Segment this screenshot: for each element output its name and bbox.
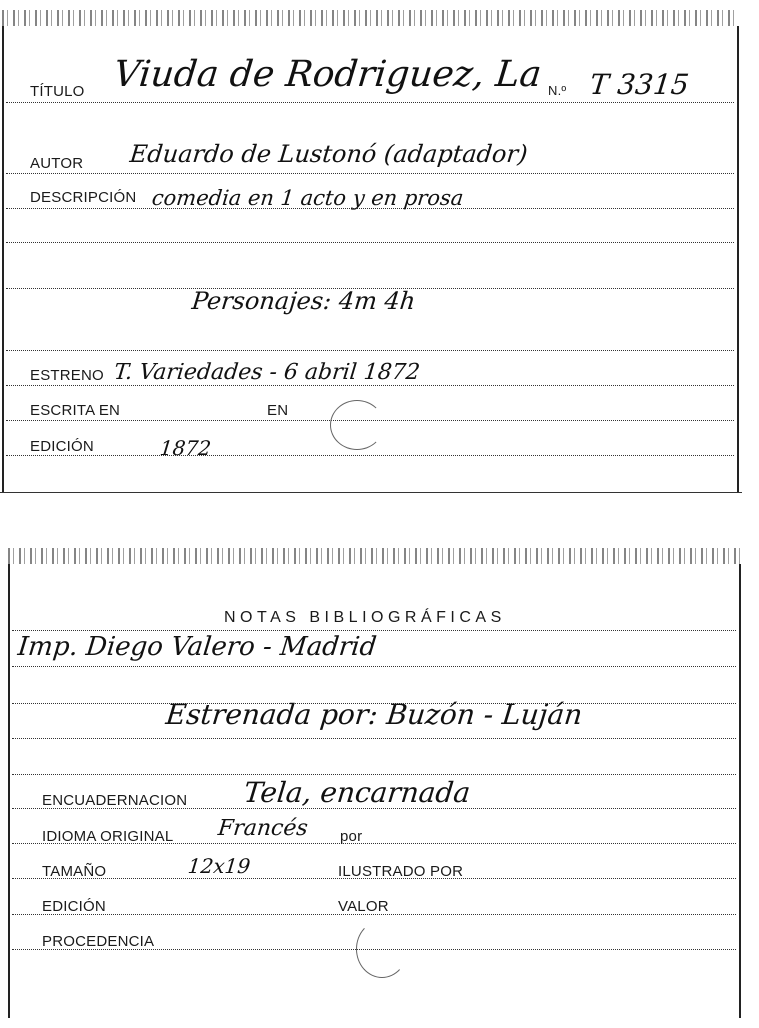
catalog-card-front [2,10,739,492]
note-line-2: Estrenada por: Buzón - Luján [164,698,585,731]
rule-line [12,630,736,631]
idioma-label: IDIOMA ORIGINAL [42,828,174,845]
edicion-value: 1872 [158,436,213,460]
punch-hole-mark [356,920,408,978]
estreno-value: T. Variedades - 6 abril 1872 [112,360,422,385]
card-left-border [8,564,10,1018]
por-label: por [340,828,363,845]
card-right-border [737,26,739,492]
rule-line [12,666,736,667]
en-label: EN [267,402,289,419]
autor-label: AUTOR [30,155,84,172]
rule-line [6,455,734,456]
note-line-1: Imp. Diego Valero - Madrid [16,632,378,662]
descripcion-value: comedia en 1 acto y en prosa [150,186,465,210]
rule-line [6,385,734,386]
tamano-value: 12x19 [186,854,252,878]
rule-line [12,774,736,775]
numero-value: T 3315 [588,68,691,101]
edicion-label-bottom: EDICIÓN [42,898,106,915]
punch-hole-mark [330,400,384,450]
encuadernacion-value: Tela, encarnada [242,776,472,809]
tamano-label: TAMAÑO [42,863,107,880]
titulo-label: TÍTULO [30,83,85,100]
descripcion-label: DESCRIPCIÓN [30,189,137,206]
rule-line [6,102,734,103]
autor-value: Eduardo de Lustonó (adaptador) [128,140,529,168]
ilustrado-label: ILUSTRADO POR [338,863,464,880]
procedencia-label: PROCEDENCIA [42,933,155,950]
titulo-value: Viuda de Rodriguez, La [111,54,544,95]
rule-line [6,173,734,174]
idioma-value: Francés [216,816,310,841]
edicion-label: EDICIÓN [30,438,94,455]
rule-line [12,738,736,739]
rule-line [6,350,734,351]
estreno-label: ESTRENO [30,367,104,384]
personajes-value: Personajes: 4m 4h [190,287,417,315]
encuadernacion-label: ENCUADERNACION [42,792,188,809]
catalog-card-back [8,548,741,1018]
card-left-border [2,26,4,492]
escrita-en-label: ESCRITA EN [30,402,121,419]
card-right-border [739,564,741,1018]
notas-heading: NOTAS BIBLIOGRÁFICAS [224,609,506,626]
card-torn-edge [8,548,741,564]
rule-line [6,242,734,243]
numero-label: N.º [548,83,567,98]
valor-label: VALOR [338,898,389,915]
card-cut-line [0,492,742,493]
card-torn-edge [2,10,739,26]
